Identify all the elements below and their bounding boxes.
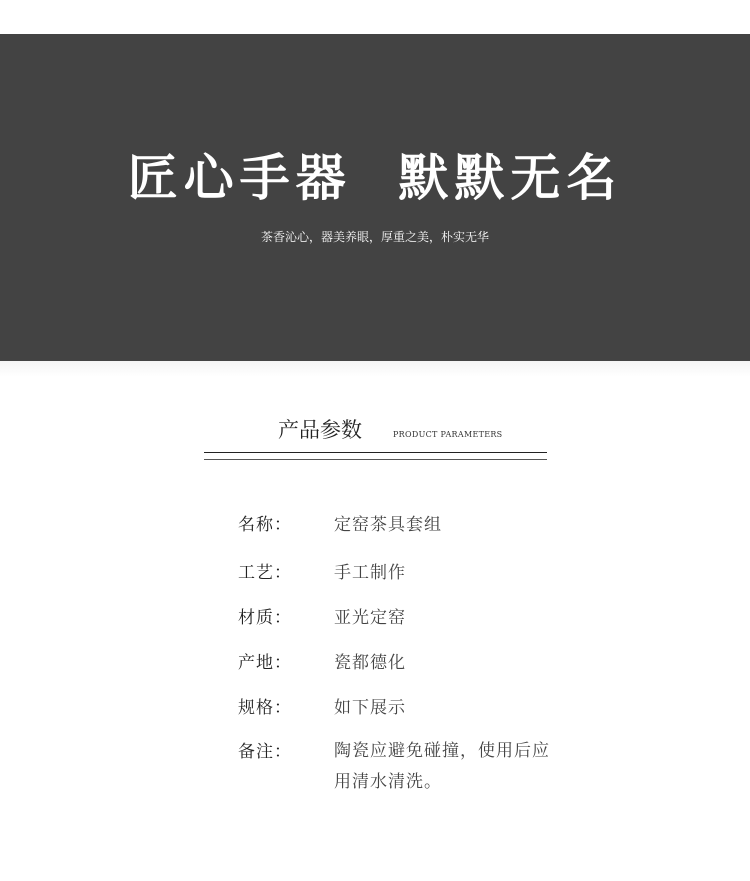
section-heading: 产品参数: [278, 418, 362, 442]
banner-subtitle: 茶香沁心，器美养眼，厚重之美，朴实无华: [260, 230, 489, 244]
section-heading-english: PRODUCT PARAMETERS: [393, 430, 503, 439]
param-value: 如下展示: [334, 698, 406, 718]
param-label: 规格：: [238, 698, 292, 718]
heading-divider-top: [204, 452, 547, 453]
banner-title: 匠心手器 默默无名: [127, 148, 623, 207]
banner-shadow: [0, 361, 750, 377]
param-value: 手工制作: [334, 563, 406, 583]
param-label: 名称：: [238, 515, 292, 535]
param-value: 亚光定窑: [334, 608, 406, 628]
param-label: 备注：: [238, 742, 292, 762]
param-value: 定窑茶具套组: [334, 515, 442, 535]
param-label: 材质：: [238, 608, 292, 628]
param-label: 工艺：: [238, 563, 292, 583]
param-value: 陶瓷应避免碰撞，使用后应用清水清洗。: [334, 741, 550, 792]
param-value: 瓷都德化: [334, 653, 406, 673]
heading-divider-bottom: [204, 459, 547, 460]
param-label: 产地：: [238, 653, 292, 673]
